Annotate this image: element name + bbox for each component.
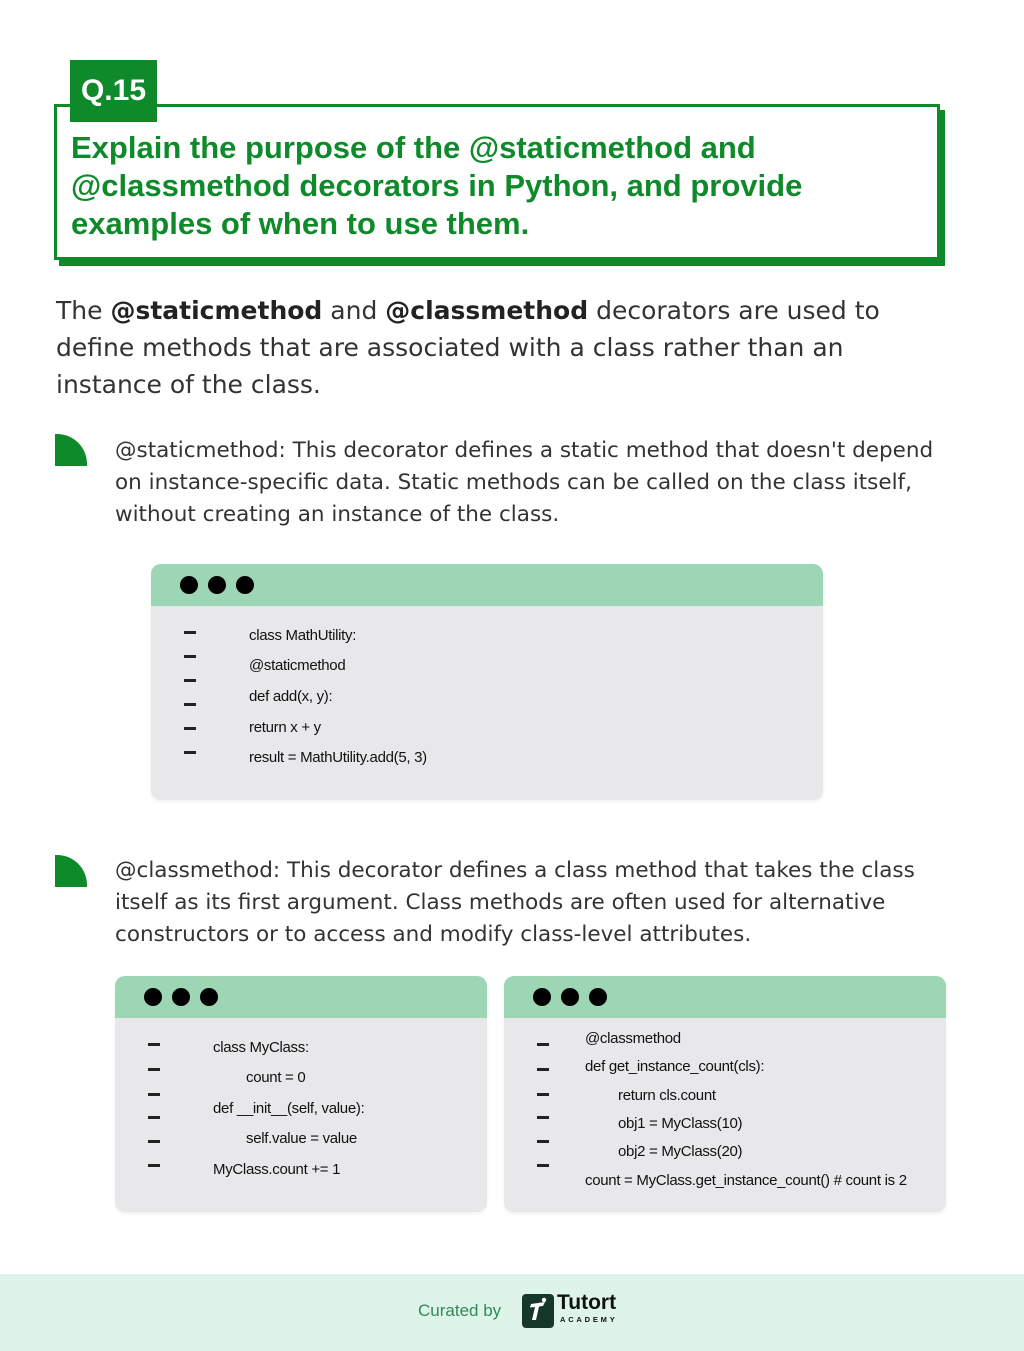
code-line: self.value = value (246, 1130, 357, 1147)
line-dash-icon (537, 1093, 549, 1096)
code-window-staticmethod (151, 564, 823, 800)
code-line: class MathUtility: (249, 627, 357, 644)
code-line: MyClass.count += 1 (213, 1161, 341, 1178)
intro-bold-staticmethod: @staticmethod (110, 296, 323, 325)
code-line: result = MathUtility.add(5, 3) (249, 749, 427, 766)
footer (0, 1274, 1024, 1351)
bullet-leaf-icon (55, 434, 87, 466)
code-line: count = 0 (246, 1069, 306, 1086)
line-dash-icon (184, 751, 196, 754)
code-line: return cls.count (618, 1087, 716, 1104)
window-dot-icon (172, 988, 190, 1006)
code-line: @classmethod (585, 1030, 681, 1047)
bullet-leaf-icon (55, 855, 87, 887)
line-dash-icon (148, 1043, 160, 1046)
intro-text-3: decorators are used to define methods that are associated with a class rather than an instance of the class. (56, 296, 880, 399)
code-window-titlebar (504, 976, 946, 1018)
question-text: Explain the purpose of the @staticmethod and @classmethod decorators in Python, and provide examples of when to use them. (71, 130, 803, 241)
line-dash-icon (184, 631, 196, 634)
window-dot-icon (561, 988, 579, 1006)
window-dot-icon (208, 576, 226, 594)
line-dash-icon (537, 1164, 549, 1167)
intro-bold-classmethod: @classmethod (385, 296, 589, 325)
line-dash-icon (184, 703, 196, 706)
window-dot-icon (200, 988, 218, 1006)
code-window-myclass (115, 976, 487, 1212)
code-line: def get_instance_count(cls): (585, 1058, 765, 1075)
code-line: obj1 = MyClass(10) (618, 1115, 743, 1132)
code-window-titlebar (151, 564, 823, 606)
code-line: class MyClass: (213, 1039, 309, 1056)
bullet-classmethod: @classmethod: This decorator defines a class method that takes the class itself as its first argument. Class methods are often used for alternative constructors or to access and modify class-level attributes. (115, 858, 915, 947)
intro-paragraph (56, 292, 956, 403)
line-dash-icon (148, 1164, 160, 1167)
question-number-tag: Q.15 (70, 60, 157, 122)
code-line: obj2 = MyClass(20) (618, 1143, 743, 1160)
window-dot-icon (589, 988, 607, 1006)
line-dash-icon (537, 1140, 549, 1143)
question-box (54, 104, 940, 260)
intro-text-2: and (322, 296, 386, 325)
curated-by-text: Curated by (418, 1301, 502, 1320)
line-dash-icon (148, 1068, 160, 1071)
code-line: @staticmethod (249, 657, 346, 674)
intro-text-1: The (56, 296, 111, 325)
line-dash-icon (537, 1043, 549, 1046)
code-window-titlebar (115, 976, 487, 1018)
line-dash-icon (184, 679, 196, 682)
window-dot-icon (180, 576, 198, 594)
code-line: count = MyClass.get_instance_count() # count is 2 (585, 1172, 907, 1189)
window-dot-icon (144, 988, 162, 1006)
line-dash-icon (148, 1116, 160, 1119)
bullet-staticmethod: @staticmethod: This decorator defines a static method that doesn't depend on instance-specific data. Static methods can be called on the class itself, without creating an instance of the class. (115, 438, 934, 527)
line-dash-icon (537, 1068, 549, 1071)
line-dash-icon (148, 1093, 160, 1096)
line-dash-icon (184, 655, 196, 658)
line-dash-icon (184, 727, 196, 730)
code-window-classmethod (504, 976, 946, 1212)
tutort-logo-icon (522, 1294, 554, 1328)
code-line: def add(x, y): (249, 688, 333, 705)
brand-subtitle: ACADEMY (560, 1315, 618, 1324)
code-line: def __init__(self, value): (213, 1100, 365, 1117)
window-dot-icon (236, 576, 254, 594)
line-dash-icon (148, 1140, 160, 1143)
line-dash-icon (537, 1116, 549, 1119)
code-line: return x + y (249, 719, 321, 736)
brand-name: Tutort (557, 1291, 617, 1314)
window-dot-icon (533, 988, 551, 1006)
